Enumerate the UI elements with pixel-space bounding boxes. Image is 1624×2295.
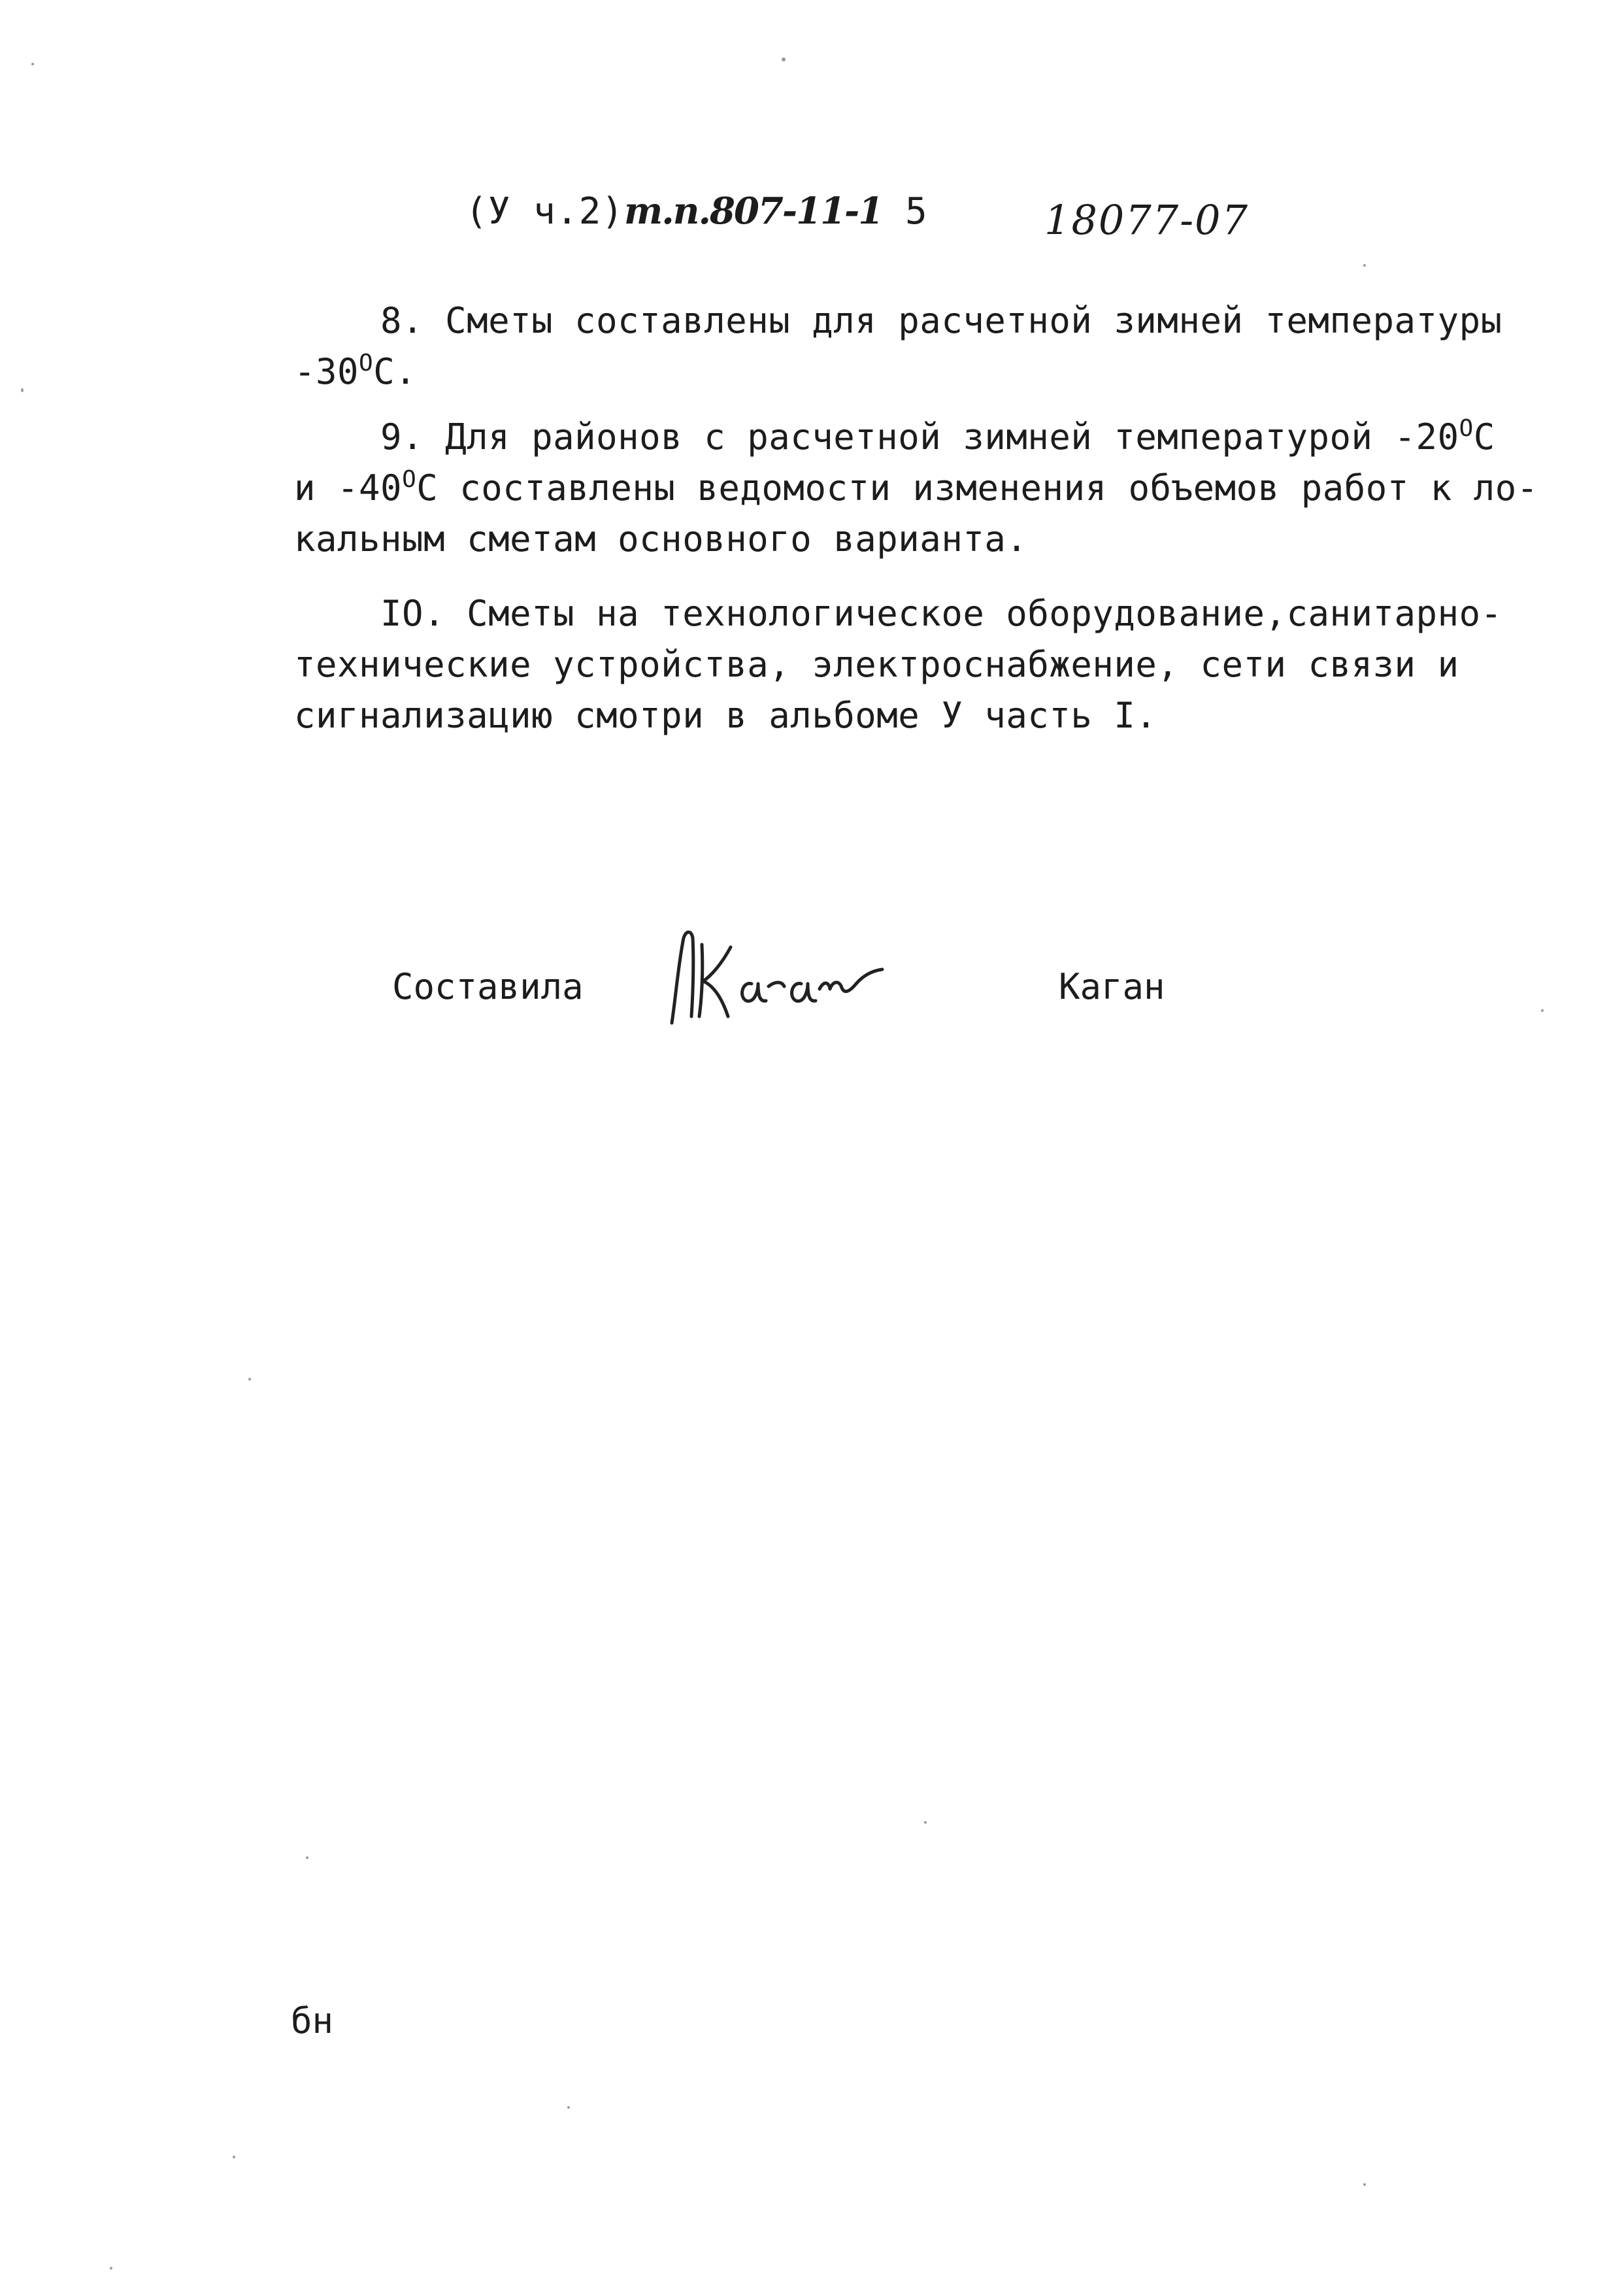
paragraph-9-line-1: 9. Для районов с расчетной зимней температурой -20 bbox=[294, 416, 1459, 458]
paragraph-8-line-2-value: -30 bbox=[294, 351, 359, 392]
scan-speck bbox=[110, 2267, 112, 2270]
scan-speck bbox=[306, 1856, 308, 1859]
scan-speck bbox=[782, 58, 786, 61]
project-code-handwritten: т.п.807-11-1 bbox=[624, 190, 883, 233]
footer-initials: бн bbox=[291, 2000, 334, 2041]
paragraph-9-line-2-value: и -40 bbox=[294, 467, 403, 509]
paragraph-10-line-3: сигнализацию смотри в альбоме У часть I. bbox=[294, 695, 1157, 736]
paragraph-8 bbox=[294, 295, 1502, 397]
paragraph-8-line-1: 8. Сметы составлены для расчетной зимней температуры bbox=[294, 300, 1502, 341]
handwritten-signature bbox=[654, 918, 889, 1030]
paragraph-9 bbox=[294, 412, 1538, 565]
document-number: 18077-07 bbox=[1044, 196, 1250, 244]
scan-speck bbox=[248, 1378, 251, 1381]
compiler-name: Каган bbox=[1059, 966, 1165, 1007]
paragraph-10-line-2: технические устройства, электроснабжение, сети связи и bbox=[294, 644, 1459, 685]
compiled-by-label: Составила bbox=[392, 966, 584, 1007]
degree-mark: О bbox=[402, 466, 417, 493]
paragraph-9-line-1-unit: С bbox=[1473, 416, 1495, 458]
album-code-prefix: (У ч.2) bbox=[465, 190, 625, 233]
scan-speck bbox=[1363, 264, 1366, 267]
scan-speck bbox=[1363, 2183, 1366, 2186]
paragraph-9-line-3: кальным сметам основного варианта. bbox=[294, 518, 1028, 560]
page-number: 5 bbox=[904, 190, 928, 233]
album-code bbox=[465, 190, 928, 233]
scan-speck bbox=[233, 2156, 235, 2158]
paragraph-10-line-1: IО. Сметы на технологическое оборудование,санитарно- bbox=[294, 593, 1502, 634]
paragraph-8-line-2-unit: С. bbox=[373, 351, 417, 392]
scan-speck bbox=[31, 63, 34, 65]
degree-mark: О bbox=[1459, 415, 1474, 442]
scan-speck bbox=[1541, 1009, 1544, 1012]
paragraph-10 bbox=[294, 588, 1502, 741]
scan-speck bbox=[924, 1821, 927, 1824]
scan-speck bbox=[567, 2106, 570, 2109]
degree-mark: О bbox=[359, 350, 374, 377]
scan-speck bbox=[21, 388, 24, 392]
paragraph-9-line-2: С составлены ведомости изменения объемов работ к ло- bbox=[416, 467, 1538, 509]
